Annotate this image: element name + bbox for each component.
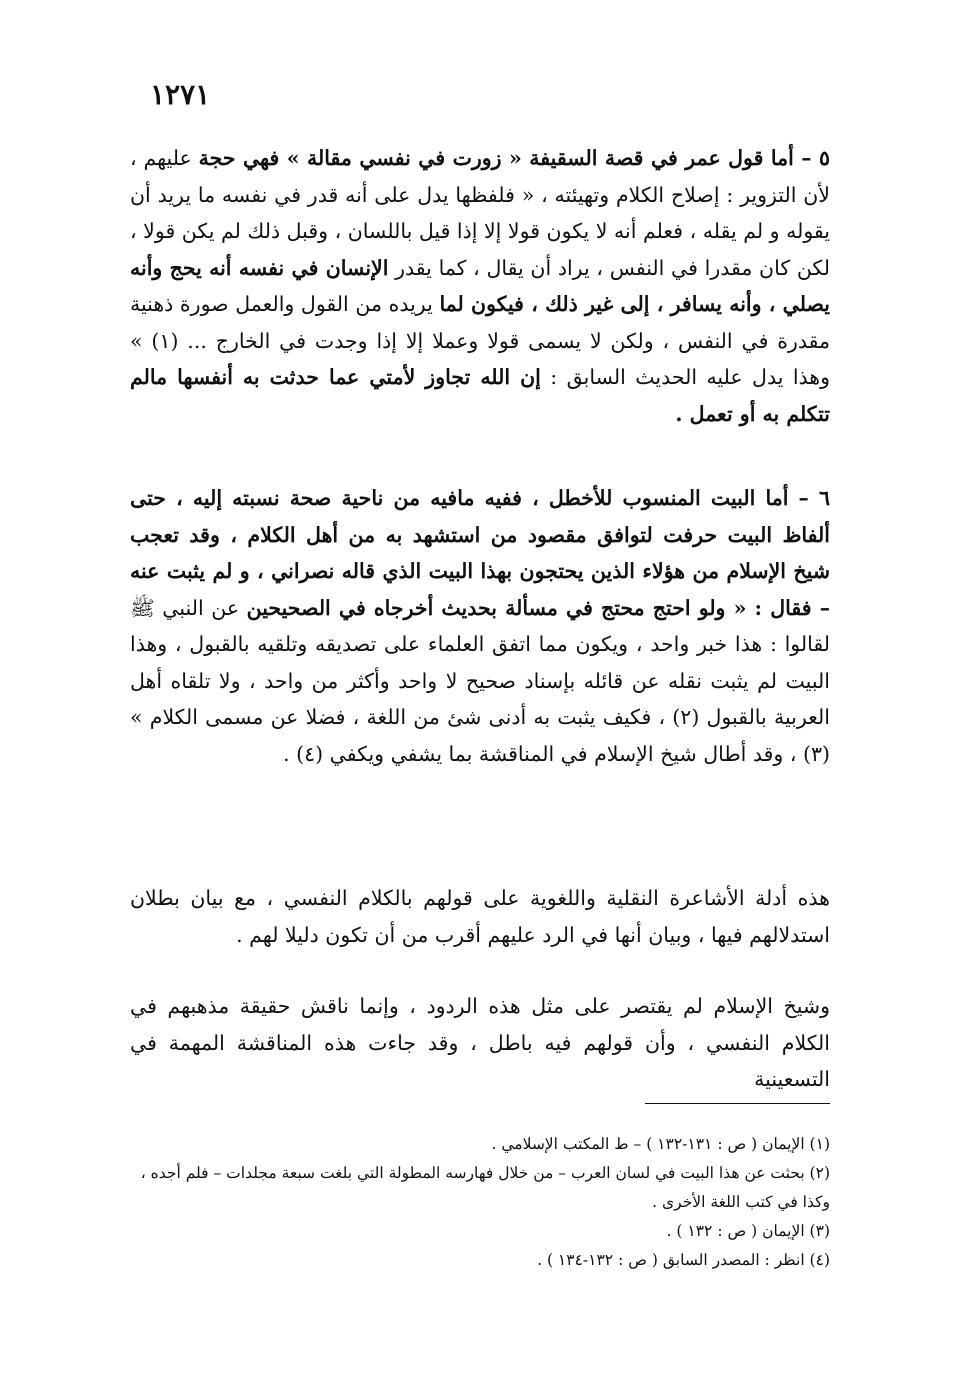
footnotes [135,1130,830,1275]
paragraph-summary [130,880,830,953]
paragraph-closing-text: وشيخ الإسلام لم يقتصر على مثل هذه الردود ، وإنما ناقش حقيقة مذهبهم في الكلام النفسي ، وأن قولهم فيه باطل ، وقد جاءت هذه المناقشة المهمة في التسعينية [130,994,830,1091]
footnote-3: (٣) الإيمان ( ص : ١٣٢ ) . [666,1222,830,1240]
paragraph-5 [130,140,830,432]
paragraph-6-text: عن النبي ﷺ لقالوا : هذا خبر واحد ، ويكون مما اتفق العلماء على تصديقه وتلقيه بالقبول ، وهذا البيت لم يثبت نقله عن قائله بإسناد صحيح لا واحد وأكثر من واحد ، ولا تلقاه أهل العربية بالقبول (٢) ، فكيف يثبت به أدنى شئ من اللغة ، فضلا عن مسمى الكلام » (٣) ، وقد أطال شيخ الإسلام في المناقشة بما يشفي ويكفي (٤) . [130,595,830,766]
footnote-divider [645,1103,830,1104]
paragraph-summary-text: هذه أدلة الأشاعرة النقلية واللغوية على قولهم بالكلام النفسي ، مع بيان بطلان استدلالهم فيها ، وبيان أنها في الرد عليهم أقرب من أن تكون دليلا لهم . [130,886,830,947]
paragraph-5-lead: ٥ – أما قول عمر في قصة السقيفة « زورت في نفسي مقالة » فهي حجة [198,146,830,170]
paragraph-6-bold-text: ٦ – أما البيت المنسوب للأخطل ، ففيه مافيه من ناحية صحة نسبته إليه ، حتى ألفاظ البيت حرفت لتوافق مقصود من استشهد به من أهل الكلام ، وقد تعجب شيخ الإسلام من هؤلاء الذين يحتجون بهذا البيت الذي قاله نصراني ، و لم يثبت عنه – فقال : « ولو احتج محتج في مسألة بحديث أخرجاه في الصحيحين [130,486,830,620]
paragraph-closing [130,988,830,1098]
footnote-4: (٤) انظر : المصدر السابق ( ص : ١٣٢-١٣٤ ) . [537,1251,830,1269]
footnote-1: (١) الإيمان ( ص : ١٣١-١٣٢ ) – ط المكتب الإسلامي . [491,1135,830,1153]
page-number: ١٢٧١ [150,78,211,111]
paragraph-5-text-continued: يريده من القول والعمل صورة ذهنية مقدرة في النفس ، ولكن لا يسمى قولا وعملا إلا إذا وجدت في الخارج ... (١) » وهذا يدل عليه الحديث السابق : [130,292,830,389]
footnote-2: (٢) بحثت عن هذا البيت في لسان العرب – من خلال فهارسه المطولة التي بلغت سبعة مجلدات – فلم أجده ، وكذا في كتب اللغة الأخرى . [140,1164,830,1211]
paragraph-5-bold-text: الإنسان في نفسه أنه يحج وأنه يصلي ، وأنه يسافر ، إلى غير ذلك ، فيكون لما [130,255,830,316]
hadith-quote: إن الله تجاوز لأمتي عما حدثت به أنفسها مالم تتكلم به أو تعمل . [130,365,830,426]
paragraph-5-text: عليهم ، لأن التزوير : إصلاح الكلام وتهيئته ، « فلفظها يدل على أنه قدر في نفسه ما يريد أن يقوله و لم يقله ، فعلم أنه لا يكون قولا إلا إذا قيل باللسان ، وقبل ذلك لم يكن قولا ، لكن كان مقدرا في النفس ، يراد أن يقال ، كما يقدر [130,146,830,280]
paragraph-6 [130,480,830,772]
